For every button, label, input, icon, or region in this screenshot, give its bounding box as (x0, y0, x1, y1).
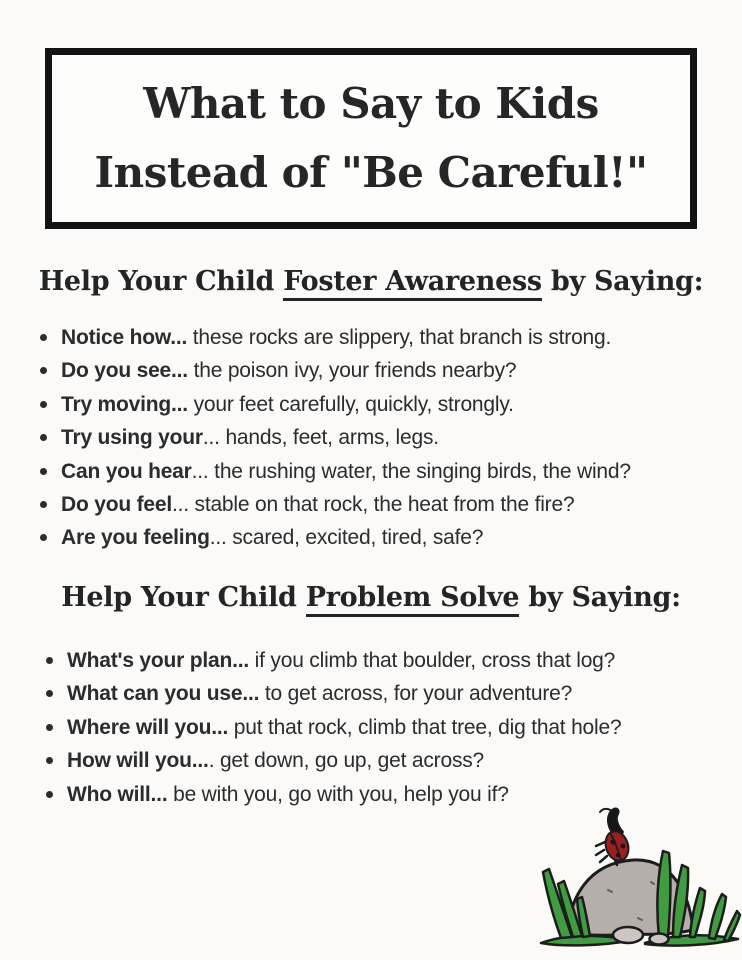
bullet-bold: What's your plan... (67, 649, 250, 672)
heading-underlined-phrase: Problem Solve (306, 582, 520, 617)
problem-solve-list (44, 644, 621, 811)
bullet-item (38, 455, 631, 488)
bullet-rest: these rocks are slippery, that branch is strong. (187, 326, 612, 349)
title-box (45, 48, 697, 229)
bullet-rest: the poison ivy, your friends nearby? (187, 359, 517, 383)
bullet-rest: your feet carefully, quickly, strongly. (187, 392, 514, 416)
ladybug-icon (596, 809, 632, 865)
pebble (613, 927, 643, 943)
bullet-rest: ... stable on that rock, the heat from the fire? (171, 492, 575, 516)
bullet-item (38, 321, 631, 354)
foster-awareness-list (38, 321, 631, 555)
bullet-item (38, 388, 631, 421)
heading-underlined-phrase: Foster Awareness (283, 266, 542, 301)
bullet-bold: Where will you... (67, 715, 229, 739)
illustration-root (541, 809, 740, 946)
page-title-line-2: Instead of "Be Careful!" (94, 147, 648, 197)
grass-blade (709, 894, 726, 939)
bullet-item (38, 421, 631, 454)
bullet-bold: Do you see... (61, 359, 188, 383)
bullet-bold: Who will... (67, 782, 168, 806)
bullet-item (44, 644, 621, 677)
grass-right (645, 851, 740, 946)
bullet-bold: Can you hear (61, 459, 192, 483)
section-heading-foster-awareness (0, 266, 742, 297)
bullet-bold: Try moving... (61, 392, 188, 416)
bullet-item (44, 711, 621, 744)
heading-suffix: by Saying: (541, 266, 704, 297)
bullet-rest: ... scared, excited, tired, safe? (209, 526, 484, 550)
bullet-bold: What can you use... (67, 682, 260, 706)
bullet-item (38, 354, 631, 387)
grass-blade (657, 851, 670, 937)
bullet-item (38, 488, 631, 521)
bullet-bold: Are you feeling (61, 526, 210, 550)
grass-blade (690, 888, 705, 937)
bullet-rest: if you climb that boulder, cross that log? (249, 649, 616, 672)
bullet-rest: put that rock, climb that tree, dig that hole? (228, 715, 622, 739)
heading-suffix: by Saying: (519, 582, 681, 613)
grass-blade (724, 911, 740, 941)
bullet-rest: to get across, for your adventure? (259, 682, 573, 706)
heading-prefix: Help Your Child (61, 582, 306, 613)
bullet-rest: ... hands, feet, arms, legs. (202, 426, 439, 450)
bullet-rest: be with you, go with you, help you if? (167, 782, 509, 806)
bullet-rest: . get down, go up, get across? (208, 749, 485, 773)
pebble (650, 934, 669, 945)
heading-prefix: Help Your Child (38, 266, 284, 297)
bullet-rest: ... the rushing water, the singing birds, the wind? (191, 459, 631, 483)
bullet-bold: Do you feel (61, 492, 172, 516)
bullet-bold: Try using your (61, 426, 203, 450)
section-heading-problem-solve (0, 582, 742, 613)
bullet-bold: How will you... (67, 749, 209, 773)
bullet-bold: Notice how... (61, 326, 188, 349)
bullet-item (38, 521, 631, 554)
bullet-item (44, 744, 621, 777)
page-title-line-1: What to Say to Kids (143, 79, 599, 129)
bullet-item (44, 677, 621, 710)
rock-grass-ladybug-illustration (533, 806, 742, 956)
